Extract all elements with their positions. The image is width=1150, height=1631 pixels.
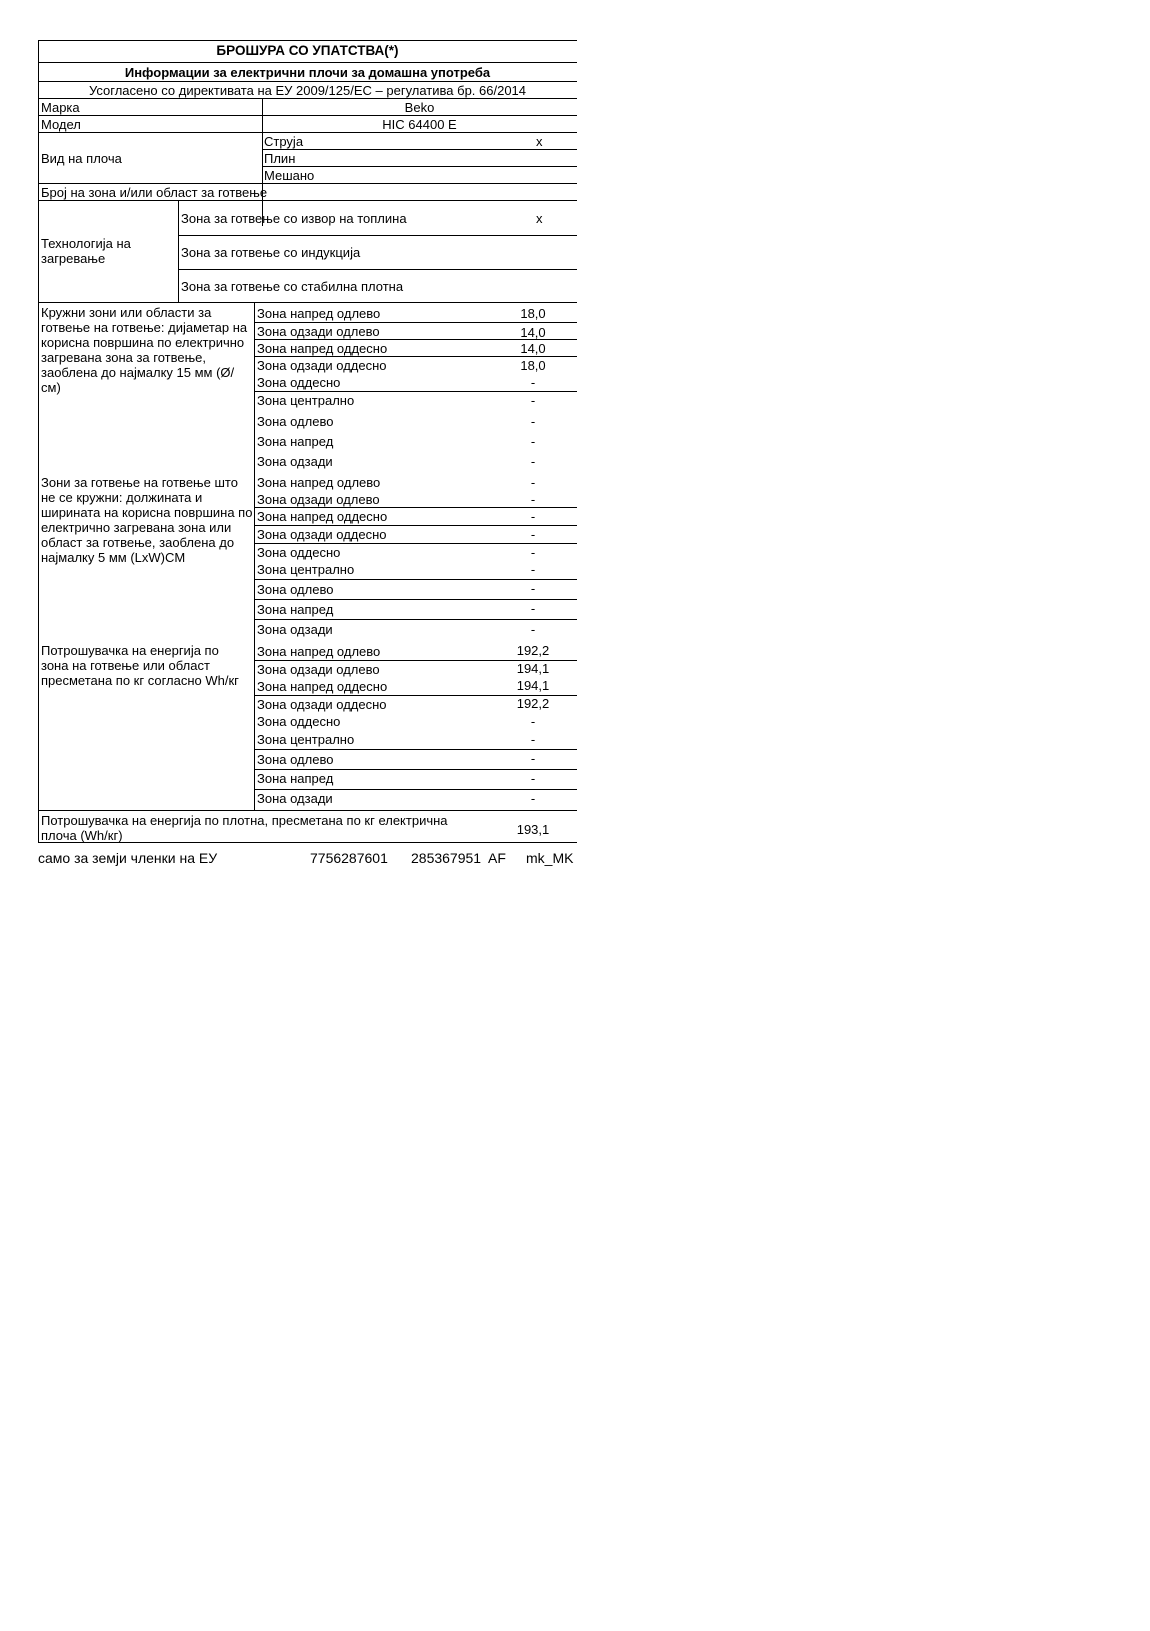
energy-total-value: 193,1: [516, 822, 550, 837]
footer-code-1: 7756287601: [310, 850, 388, 866]
energy-zone-rear-right-value: 192,2: [516, 696, 550, 711]
noncircular-zone-front-left-value: -: [530, 475, 536, 490]
noncircular-zone-rear-left-value: -: [530, 492, 536, 507]
circular-zone-front: Зона напред: [257, 434, 334, 449]
energy-zone-front-left-value: 192,2: [516, 643, 550, 658]
energy-zone-center-value: -: [530, 732, 536, 747]
circular-zone-front-right: Зона напред оддесно: [257, 341, 388, 356]
hob-type-mixed: Мешано: [264, 168, 315, 183]
heating-tech-label: Технологија на загревање: [41, 236, 131, 266]
footer-code-3: AF: [488, 850, 506, 866]
circular-zone-rear: Зона одзади: [257, 454, 333, 469]
circular-zone-center: Зона централно: [257, 393, 355, 408]
energy-zone-left: Зона одлево: [257, 752, 334, 767]
heating-tech-solid-plate: Зона за готвење со стабилна плотна: [181, 279, 404, 294]
footer-eu-note: само за земји членки на ЕУ: [38, 850, 218, 866]
hob-type-electric: Струја: [264, 134, 304, 149]
noncircular-zone-front: Зона напред: [257, 602, 334, 617]
circular-zone-front-left-value: 18,0: [520, 306, 546, 321]
circular-zone-right-value: -: [530, 375, 536, 390]
noncircular-zone-front-right-value: -: [530, 509, 536, 524]
circular-zone-center-value: -: [530, 393, 536, 408]
noncircular-zone-left-value: -: [530, 581, 536, 596]
noncircular-zone-center-value: -: [530, 562, 536, 577]
energy-zone-rear-left-value: 194,1: [516, 661, 550, 676]
circular-zone-front-right-value: 14,0: [520, 341, 546, 356]
noncircular-zone-right: Зона оддесно: [257, 545, 341, 560]
energy-zone-front: Зона напред: [257, 771, 334, 786]
hob-type-label: Вид на плоча: [41, 151, 122, 166]
model-label: Модел: [41, 117, 81, 132]
noncircular-zone-rear: Зона одзади: [257, 622, 333, 637]
heating-tech-radiant: Зона за готвење со извор на топлина: [181, 211, 407, 226]
noncircular-zone-front-left: Зона напред одлево: [257, 475, 381, 490]
energy-zone-front-left: Зона напред одлево: [257, 644, 381, 659]
energy-total-label: Потрошувачка на енергија по плотна, пресметана по кг електрична плоча (Wh/кг): [41, 813, 448, 843]
circular-zone-front-left: Зона напред одлево: [257, 306, 381, 321]
energy-zone-label: Потрошувачка на енергија по зона на готвење или област пресметана по кг согласно Wh/кг: [41, 643, 239, 688]
hob-type-gas: Плин: [264, 151, 296, 166]
circular-zone-left: Зона одлево: [257, 414, 334, 429]
footer-code-2: 285367951: [411, 850, 482, 866]
noncircular-zone-rear-right-value: -: [530, 527, 536, 542]
energy-zone-front-value: -: [530, 771, 536, 786]
energy-zone-right: Зона оддесно: [257, 714, 341, 729]
noncircular-zones-label: Зони за готвење на готвење што не се кружни: должината и ширината на корисна површина по електрично загревана зона или област за готвење, заоблена до најмалку 5 мм (LxW)CM: [41, 475, 253, 565]
circular-zone-rear-right: Зона одзади оддесно: [257, 358, 387, 373]
noncircular-zone-rear-left: Зона одзади одлево: [257, 492, 380, 507]
compliance-note: Усогласено со директивата на ЕУ 2009/125/ЕС – регулатива бр. 66/2014: [88, 83, 527, 98]
energy-zone-front-right-value: 194,1: [516, 678, 550, 693]
document-subtitle: Информации за електрични плочи за домашна употреба: [124, 65, 491, 80]
energy-zone-rear-right: Зона одзади оддесно: [257, 697, 387, 712]
circular-zone-rear-right-value: 18,0: [520, 358, 546, 373]
noncircular-zone-right-value: -: [530, 545, 536, 560]
energy-zone-rear-value: -: [530, 791, 536, 806]
circular-zones-label: Кружни зони или области за готвење на готвење: дијаметар на корисна површина по електрично загревана зона за готвење, заоблена до најмалку 15 мм (Ø/см): [41, 305, 248, 395]
noncircular-zone-front-right: Зона напред оддесно: [257, 509, 388, 524]
footer-locale: mk_MK: [526, 850, 574, 866]
noncircular-zone-front-value: -: [530, 601, 536, 616]
circular-zone-rear-value: -: [530, 454, 536, 469]
energy-zone-rear: Зона одзади: [257, 791, 333, 806]
heating-tech-radiant-mark: x: [536, 211, 543, 226]
circular-zone-rear-left-value: 14,0: [520, 325, 546, 340]
brand-value: Beko: [404, 100, 435, 115]
noncircular-zone-center: Зона централно: [257, 562, 355, 577]
document-title: БРОШУРА СО УПАТСТВА(*): [216, 43, 399, 58]
heating-tech-induction: Зона за готвење со индукција: [181, 245, 361, 260]
hob-type-electric-mark: x: [536, 134, 543, 149]
brand-label: Марка: [41, 100, 80, 115]
energy-zone-left-value: -: [530, 751, 536, 766]
energy-zone-front-right: Зона напред оддесно: [257, 679, 388, 694]
circular-zone-front-value: -: [530, 434, 536, 449]
circular-zone-rear-left: Зона одзади одлево: [257, 324, 380, 339]
circular-zone-left-value: -: [530, 414, 536, 429]
noncircular-zone-rear-right: Зона одзади оддесно: [257, 527, 387, 542]
energy-zone-rear-left: Зона одзади одлево: [257, 662, 380, 677]
model-value: HIC 64400 E: [382, 117, 457, 132]
noncircular-zone-left: Зона одлево: [257, 582, 334, 597]
circular-zone-right: Зона оддесно: [257, 375, 341, 390]
energy-zone-right-value: -: [530, 714, 536, 729]
zones-count-label: Број на зона и/или област за готвење: [41, 185, 268, 200]
noncircular-zone-rear-value: -: [530, 622, 536, 637]
energy-zone-center: Зона централно: [257, 732, 355, 747]
